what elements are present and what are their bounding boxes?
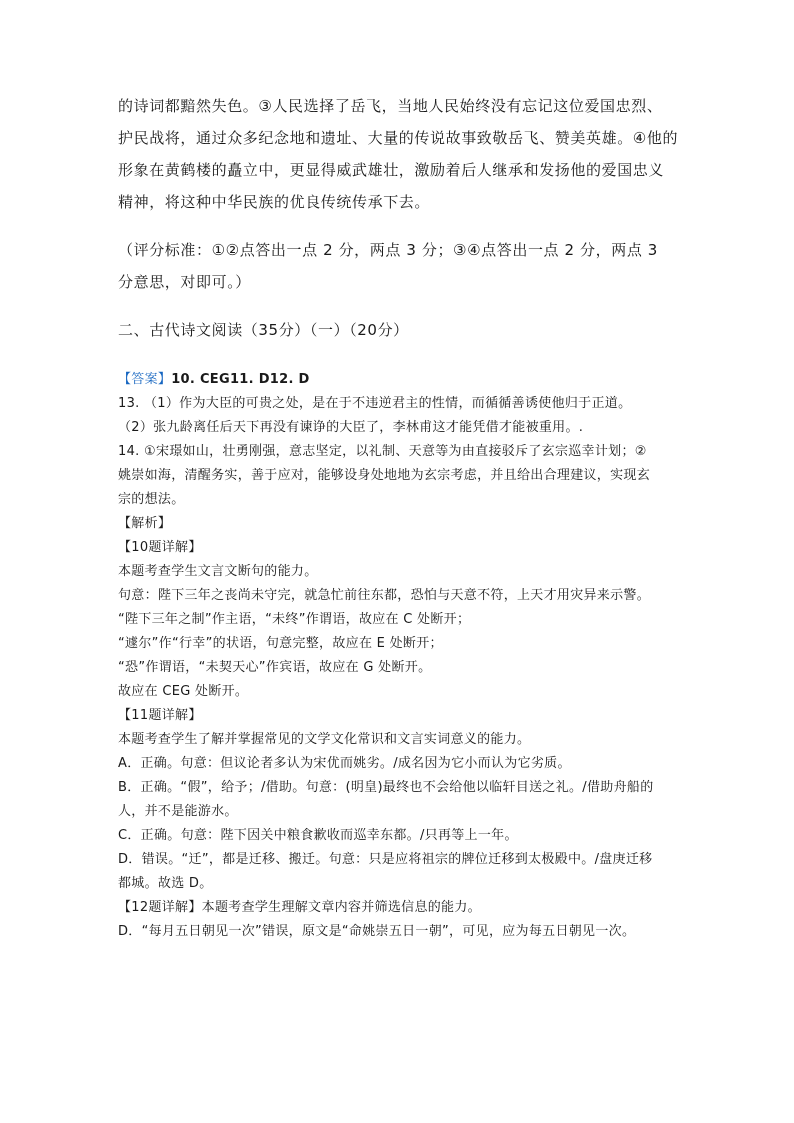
analysis-tag: 【解析】 (118, 516, 172, 531)
q10-line: 句意：陛下三年之丧尚未守完，就急忙前往东都，恐怕与天意不符，上天才用灾异来示警。 (118, 588, 651, 603)
q10-line: “恐”作谓语，“未契天心”作宾语，故应在 G 处断开。 (118, 660, 432, 675)
criteria-line: 分意思，对即可。） (118, 273, 251, 291)
answer-line: 14. ①宋璟如山，壮勇刚强，意志坚定，以礼制、天意等为由直接驳斥了玄宗巡幸计划；② (118, 444, 647, 459)
q11-line: 人，并不是能游水。 (118, 804, 238, 819)
answer-line: 姚崇如海，清醒务实，善于应对，能够设身处地地为玄宗考虑，并且给出合理建议，实现玄 (118, 468, 651, 483)
q10-line: “遽尔”作“行幸”的状语，句意完整，故应在 E 处断开； (118, 636, 443, 651)
q11-line: 本题考查学生了解并掌握常见的文学文化常识和文言实词意义的能力。 (118, 732, 531, 747)
answer-line (118, 368, 688, 392)
q11-line: B．正确。“假”，给予；/借助。句意：(明皇)最终也不会给他以临轩目送之礼。/借助舟船的 (118, 780, 654, 795)
answer-line: 13. （1）作为大臣的可贵之处，是在于不违逆君主的性情，而循循善诱使他归于正道。 (118, 396, 632, 411)
answer-line: 宗的想法。 (118, 492, 185, 507)
q11-line: C．正确。句意：陛下因关中粮食歉收而巡幸东都。/只再等上一年。 (118, 828, 518, 843)
q12-line: D．“每月五日朝见一次”错误，原文是“命姚崇五日一朝”，可见，应为每五日朝见一次。 (118, 924, 636, 939)
intro-line: 护民战将，通过众多纪念地和遗址、大量的传说故事致敬岳飞、赞美英雄。④他的 (118, 129, 679, 147)
criteria-line: （评分标准：①②点答出一点 2 分，两点 3 分；③④点答出一点 2 分，两点 3 (118, 241, 658, 259)
answer-line: （2）张九龄离任后天下再没有谏诤的大臣了，李林甫这才能凭借才能被重用。. (118, 420, 584, 435)
q11-title: 【11题详解】 (118, 708, 202, 723)
intro-paragraph (118, 90, 688, 218)
q10-line: “陛下三年之制”作主语，“未终”作谓语，故应在 C 处断开； (118, 612, 471, 627)
q10-line: 本题考查学生文言文断句的能力。 (118, 564, 318, 579)
intro-line: 精神，将这种中华民族的优良传统传承下去。 (118, 193, 431, 211)
intro-line: 的诗词都黯然失色。③人民选择了岳飞，当地人民始终没有忘记这位爱国忠烈、 (118, 97, 663, 115)
q12-title: 【12题详解】 (118, 900, 202, 915)
q12-intro: 本题考查学生理解文章内容并筛选信息的能力。 (201, 900, 481, 915)
q11-line: 都城。故选 D。 (118, 876, 213, 891)
scoring-criteria (118, 234, 688, 298)
answer-tag: 【答案】 (118, 372, 172, 387)
q10-line: 故应在 CEG 处断开。 (118, 684, 249, 699)
q11-line: D．错误。“迁”，都是迁移、搬迁。句意：只是应将祖宗的牌位迁移到太极殿中。/盘庚迁移 (118, 852, 653, 867)
intro-line: 形象在黄鹤楼的矗立中，更显得威武雄壮，激励着后人继承和发扬他的爱国忠义 (118, 161, 665, 179)
answer-text: 10. CEG11. D12. D (171, 372, 310, 387)
section-title: 二、古代诗文阅读（35分）（一）（20分） (118, 321, 409, 339)
answer-block (118, 368, 688, 944)
q11-line: A．正确。句意：但议论者多认为宋优而姚劣。/成名因为它小而认为它劣质。 (118, 756, 571, 771)
q10-title: 【10题详解】 (118, 540, 202, 555)
q12-line (118, 896, 688, 920)
